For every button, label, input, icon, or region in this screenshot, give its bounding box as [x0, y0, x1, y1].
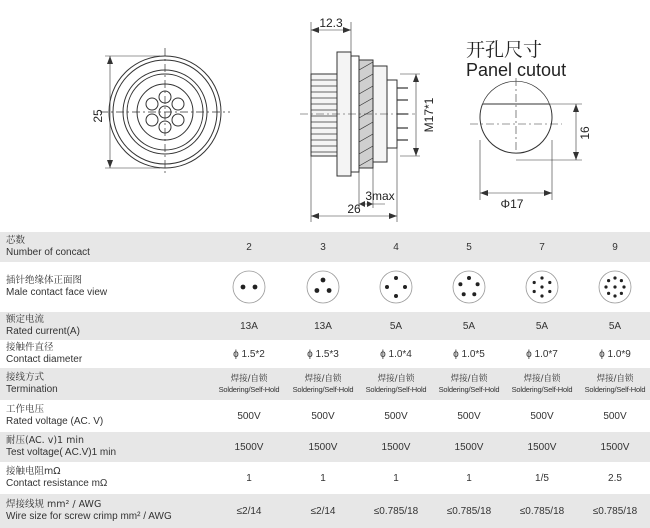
table-row — [0, 232, 650, 262]
table-cell — [213, 340, 285, 368]
table-cell — [506, 340, 578, 368]
cell-value: 500V — [384, 410, 408, 422]
row-label — [0, 368, 190, 400]
table-cell — [579, 432, 650, 462]
dim-side-total-length: 26 — [347, 202, 361, 216]
row-label — [0, 432, 190, 462]
contact-face-icon — [303, 267, 343, 307]
row-label — [0, 312, 190, 340]
contact-pin — [613, 294, 616, 297]
contact-pin — [327, 288, 332, 293]
cell-value: 1/5 — [535, 472, 549, 484]
front-view — [100, 48, 230, 176]
table-cell — [433, 462, 505, 494]
cell-value: ϕ 1.5*3 — [307, 348, 339, 360]
contact-pin — [540, 285, 543, 288]
dim-front-height: 25 — [91, 109, 105, 123]
contact-pin — [462, 292, 466, 296]
cell-value: 2.5 — [608, 472, 622, 484]
table-cell — [506, 232, 578, 262]
table-cell — [433, 432, 505, 462]
row-label-en: Termination — [6, 384, 58, 395]
technical-drawing — [0, 0, 650, 232]
termination-en: Soldering/Self-Hold — [584, 384, 646, 394]
row-label-cn: 接触件直径 — [6, 342, 54, 353]
row-label — [0, 232, 190, 262]
contact-face-icon — [595, 267, 635, 307]
table-cell — [360, 400, 432, 432]
cutout-title-en: Panel cutout — [466, 60, 567, 80]
table-cell — [579, 232, 650, 262]
row-label-cn: 芯数 — [6, 235, 26, 246]
table-cell — [213, 400, 285, 432]
termination-cn: 焊接/自锁 — [230, 373, 268, 384]
contact-pin — [548, 290, 551, 293]
termination-cn: 焊接/自锁 — [523, 373, 561, 384]
side-view — [300, 22, 420, 222]
contact-pin — [458, 282, 462, 286]
table-cell — [506, 432, 578, 462]
cell-value: ϕ 1.0*4 — [380, 348, 412, 360]
table-cell — [506, 368, 578, 400]
table-cell — [433, 312, 505, 340]
cutout-title-cn: 开孔尺寸 — [466, 39, 543, 61]
row-label-en: Contact resistance mΩ — [6, 478, 108, 489]
dim-cutout-height: 16 — [578, 126, 592, 140]
contact-face-icon — [522, 267, 562, 307]
contact-face-5 — [433, 262, 505, 312]
table-row — [0, 400, 650, 432]
table-cell — [360, 494, 432, 528]
termination-en: Soldering/Self-Hold — [218, 384, 280, 394]
contact-pin — [403, 285, 407, 289]
contact-pin — [253, 285, 258, 290]
row-label-en: Number of concact — [6, 247, 90, 258]
row-label-en: Male contact face view — [6, 287, 108, 298]
cell-value: 1500V — [454, 441, 484, 453]
contact-pin — [321, 278, 326, 283]
cell-value: 5 — [466, 241, 472, 253]
row-label-cn: 工作电压 — [6, 404, 45, 415]
contact-face-9 — [579, 262, 650, 312]
table-cell — [287, 432, 359, 462]
contact-pin — [607, 292, 610, 295]
table-cell — [213, 494, 285, 528]
cell-value: 3 — [320, 241, 326, 253]
contact-pin — [394, 276, 398, 280]
table-cell — [506, 312, 578, 340]
termination-cn: 焊接/自锁 — [596, 373, 634, 384]
contact-pin — [613, 285, 616, 288]
row-label-cn: 接线方式 — [6, 372, 45, 383]
table-cell — [579, 340, 650, 368]
cell-value: 500V — [311, 410, 335, 422]
termination-en: Soldering/Self-Hold — [511, 384, 573, 394]
cell-value: 1500V — [234, 441, 264, 453]
row-label-cn: 额定电流 — [6, 314, 45, 325]
cell-value: 1 — [320, 472, 326, 484]
table-cell — [287, 312, 359, 340]
table-cell — [287, 368, 359, 400]
termination-cn: 焊接/自锁 — [377, 373, 415, 384]
contact-pin — [476, 282, 480, 286]
cell-value: ≤0.785/18 — [373, 505, 419, 517]
insulator-outline — [380, 271, 412, 303]
cell-value: 5A — [535, 320, 549, 332]
cell-value: 1500V — [381, 441, 411, 453]
row-label-en: Rated voltage (AC. V) — [6, 416, 104, 427]
table-cell — [360, 462, 432, 494]
table-cell — [579, 312, 650, 340]
contact-pin — [548, 281, 551, 284]
cell-value: ϕ 1.0*7 — [526, 348, 558, 360]
table-cell — [360, 312, 432, 340]
table-cell — [213, 368, 285, 400]
cell-value: 13A — [240, 320, 258, 332]
table-cell — [213, 232, 285, 262]
table-cell — [287, 400, 359, 432]
cell-value: 500V — [237, 410, 261, 422]
table-row — [0, 312, 650, 340]
spec-table — [0, 232, 650, 528]
table-cell — [213, 432, 285, 462]
contact-pin — [472, 292, 476, 296]
table-cell — [213, 462, 285, 494]
table-cell — [433, 232, 505, 262]
insulator-outline — [307, 271, 339, 303]
table-cell — [360, 340, 432, 368]
row-label-en: Rated current(A) — [6, 326, 80, 337]
termination-cn: 焊接/自锁 — [450, 373, 488, 384]
contact-pin — [315, 288, 320, 293]
cell-value: 4 — [393, 241, 399, 253]
cell-value: 1 — [246, 472, 252, 484]
row-label-cn: 耐压(AC. v)1 min — [6, 435, 85, 446]
table-row — [0, 262, 650, 312]
contact-face-icon — [229, 267, 269, 307]
insulator-outline — [233, 271, 265, 303]
table-cell — [433, 368, 505, 400]
contact-pin — [385, 285, 389, 289]
row-label-en: Contact diameter — [6, 354, 83, 365]
dim-side-thread: M17*1 — [422, 97, 436, 133]
cell-value: 13A — [314, 320, 332, 332]
cell-value: ≤0.785/18 — [446, 505, 492, 517]
row-label-cn: 焊接线规 mm² / AWG — [6, 499, 102, 510]
table-cell — [287, 462, 359, 494]
table-cell — [213, 312, 285, 340]
cell-value: 2 — [246, 241, 252, 253]
cell-value: ϕ 1.0*9 — [599, 348, 631, 360]
table-cell — [506, 400, 578, 432]
contact-pin — [622, 285, 625, 288]
table-cell — [287, 494, 359, 528]
dim-cutout-diameter: Φ17 — [500, 197, 524, 211]
cell-value: 7 — [539, 241, 545, 253]
table-row — [0, 462, 650, 494]
cell-value: 5A — [608, 320, 622, 332]
contact-pin — [604, 285, 607, 288]
cell-value: ≤2/14 — [310, 505, 336, 517]
table-row — [0, 340, 650, 368]
table-cell — [506, 462, 578, 494]
cell-value: 9 — [612, 241, 618, 253]
termination-en: Soldering/Self-Hold — [438, 384, 500, 394]
termination-en: Soldering/Self-Hold — [292, 384, 354, 394]
cell-value: 500V — [530, 410, 554, 422]
contact-face-4 — [360, 262, 432, 312]
table-cell — [579, 494, 650, 528]
table-cell — [433, 340, 505, 368]
row-label-cn: 接触电阻mΩ — [6, 466, 61, 477]
cell-value: ≤0.785/18 — [519, 505, 565, 517]
cell-value: ϕ 1.5*2 — [233, 348, 265, 360]
contact-pin — [613, 276, 616, 279]
contact-pin — [540, 276, 543, 279]
contact-pin — [467, 276, 471, 280]
contact-face-7 — [506, 262, 578, 312]
cell-value: ≤0.785/18 — [592, 505, 638, 517]
contact-face-icon — [376, 267, 416, 307]
contact-face-icon — [449, 267, 489, 307]
cell-value: 500V — [457, 410, 481, 422]
cell-value: 1 — [393, 472, 399, 484]
table-cell — [360, 368, 432, 400]
termination-cn: 焊接/自锁 — [304, 373, 342, 384]
cell-value: ϕ 1.0*5 — [453, 348, 485, 360]
table-cell — [506, 494, 578, 528]
row-label — [0, 340, 190, 368]
table-row — [0, 432, 650, 462]
table-cell — [579, 400, 650, 432]
cell-value: 5A — [462, 320, 476, 332]
row-label-en: Wire size for screw crimp mm² / AWG — [6, 511, 172, 522]
cell-value: 1 — [466, 472, 472, 484]
cell-value: 1500V — [527, 441, 557, 453]
row-label — [0, 400, 190, 432]
table-cell — [360, 432, 432, 462]
contact-pin — [394, 294, 398, 298]
cell-value: 1500V — [600, 441, 630, 453]
termination-en: Soldering/Self-Hold — [365, 384, 427, 394]
contact-pin — [241, 285, 246, 290]
cell-value: 5A — [389, 320, 403, 332]
contact-face-3 — [287, 262, 359, 312]
contact-pin — [620, 279, 623, 282]
contact-face-2 — [213, 262, 285, 312]
dim-side-max: 3max — [365, 189, 395, 203]
table-cell — [360, 232, 432, 262]
cell-value: 500V — [603, 410, 627, 422]
row-label-cn: 插针绝缘体正面图 — [6, 275, 83, 286]
table-cell — [579, 368, 650, 400]
contact-pin — [533, 290, 536, 293]
table-cell — [433, 400, 505, 432]
dim-side-top-width: 12.3 — [319, 16, 343, 30]
cell-value: ≤2/14 — [236, 505, 262, 517]
cutout-view — [470, 78, 582, 200]
contact-pin — [533, 281, 536, 284]
table-cell — [433, 494, 505, 528]
cell-value: 1500V — [308, 441, 338, 453]
row-label-en: Test voltage( AC.V)1 min — [6, 447, 117, 458]
row-label — [0, 462, 190, 494]
table-cell — [287, 340, 359, 368]
row-label — [0, 494, 190, 528]
table-row — [0, 494, 650, 528]
row-label — [0, 262, 190, 312]
contact-pin — [607, 279, 610, 282]
drawing-canvas — [0, 0, 650, 232]
table-cell — [287, 232, 359, 262]
contact-pin — [620, 292, 623, 295]
table-row — [0, 368, 650, 400]
contact-pin — [540, 294, 543, 297]
insulator-outline — [453, 271, 485, 303]
table-cell — [579, 462, 650, 494]
